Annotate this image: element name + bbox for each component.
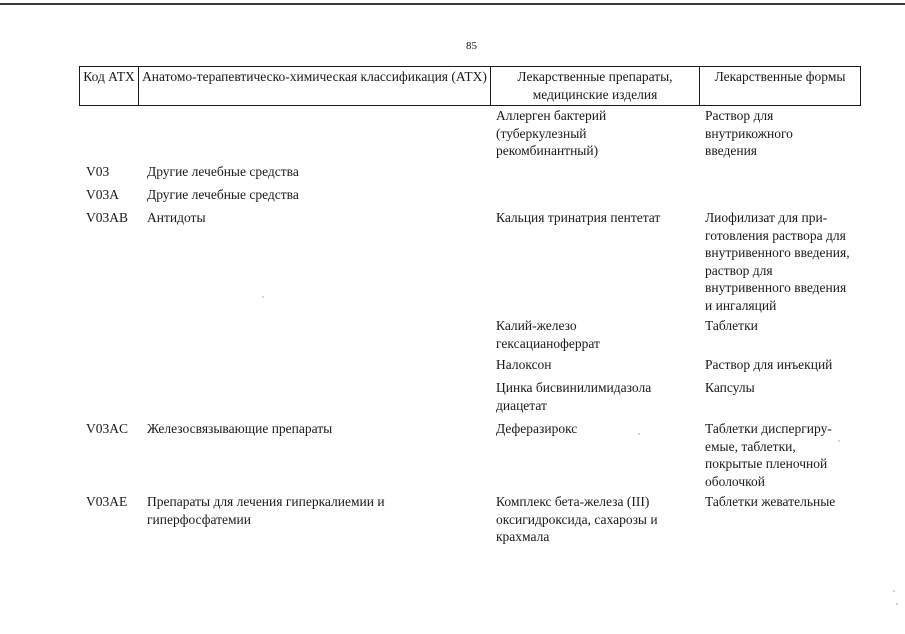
drug-name: Аллерген бактерий (туберкулезный рекомбинантный) xyxy=(496,108,607,158)
dosage-form: Таблетки жевательные xyxy=(705,494,836,509)
dosage-form: Раствор для внутрикожного введения xyxy=(705,108,793,158)
header-atc-classification: Анатомо-терапевтическо-химическая классификация (АТХ) xyxy=(139,67,491,106)
dosage-form: Лиофилизат для при-готовления раствора для внутривенного введения, раствор для внутривенного введения и ингаляций xyxy=(705,210,850,313)
header-atc-code: Код АТХ xyxy=(80,67,139,106)
atc-name: Железосвязывающие препараты xyxy=(147,421,333,436)
atc-name: Антидоты xyxy=(147,210,206,225)
drug-name: Комплекс бета-железа (III) оксигидроксида, сахарозы и крахмала xyxy=(496,494,658,544)
header-dosage-forms: Лекарственные формы xyxy=(700,67,861,106)
atc-code: V03AC xyxy=(86,421,129,436)
atc-name: Другие лечебные средства xyxy=(147,187,299,202)
drug-name: Налоксон xyxy=(496,357,552,372)
scan-speck xyxy=(838,440,840,442)
dosage-form: Капсулы xyxy=(705,380,755,395)
table-header xyxy=(79,66,861,106)
atc-code: V03AB xyxy=(86,210,129,225)
drug-name: Деферазирокс xyxy=(496,421,578,436)
dosage-form: Таблетки диспергиру-емые, таблетки, покрытые пленочной оболочкой xyxy=(705,421,832,489)
scan-speck xyxy=(893,590,895,592)
scan-speck xyxy=(896,603,898,605)
drug-name: Калий-железо гексацианоферрат xyxy=(496,318,600,351)
atc-name: Другие лечебные средства xyxy=(147,164,299,179)
drug-name: Кальция тринатрия пентетат xyxy=(496,210,661,225)
atc-code: V03AE xyxy=(86,494,128,509)
header-drugs: Лекарственные препараты, медицинские изделия xyxy=(491,67,700,106)
drug-name: Цинка бисвинилимидазола диацетат xyxy=(496,380,652,413)
atc-code: V03A xyxy=(86,187,119,202)
atc-name: Препараты для лечения гиперкалиемии и гиперфосфатемии xyxy=(147,494,385,527)
dosage-form: Таблетки xyxy=(705,318,758,333)
scan-speck xyxy=(638,433,640,435)
top-border-line xyxy=(0,3,905,5)
dosage-form: Раствор для инъекций xyxy=(705,357,833,372)
scan-speck xyxy=(262,296,264,298)
atc-code: V03 xyxy=(86,164,110,179)
page-number: 85 xyxy=(466,40,477,52)
